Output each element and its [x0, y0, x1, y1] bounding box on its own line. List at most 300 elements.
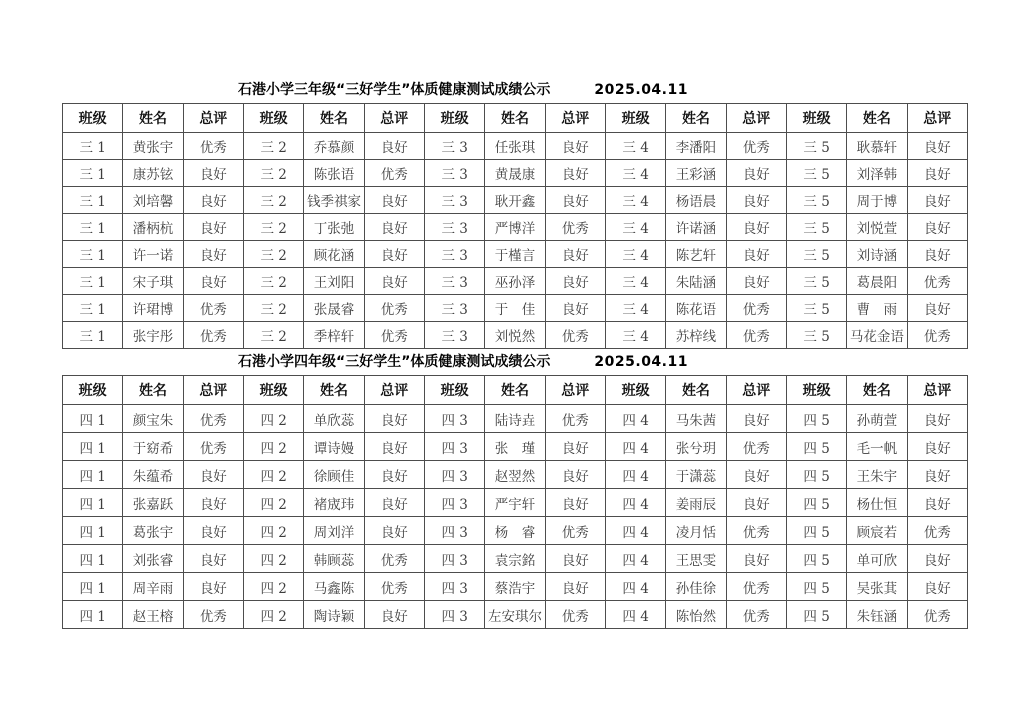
column-header: 班级 — [424, 376, 484, 405]
name-cell: 毛一帆 — [847, 433, 907, 461]
column-header: 班级 — [786, 376, 846, 405]
grade-cell: 优秀 — [726, 295, 786, 322]
grade-cell: 优秀 — [183, 405, 243, 433]
class-cell: 三 5 — [786, 160, 846, 187]
name-cell: 马鑫陈 — [304, 573, 364, 601]
grade4-date: 2025.04.11 — [594, 354, 688, 370]
grade-cell: 良好 — [726, 187, 786, 214]
grade-cell: 优秀 — [364, 160, 424, 187]
column-header: 姓名 — [485, 376, 545, 405]
name-cell: 吴张萁 — [847, 573, 907, 601]
class-cell: 四 1 — [63, 573, 123, 601]
class-cell: 三 3 — [424, 295, 484, 322]
class-cell: 四 2 — [243, 433, 303, 461]
class-cell: 四 2 — [243, 461, 303, 489]
name-cell: 张嘉跃 — [123, 489, 183, 517]
class-cell: 四 3 — [424, 601, 484, 629]
grade-cell: 良好 — [907, 545, 967, 573]
class-cell: 三 2 — [243, 295, 303, 322]
grade-cell: 优秀 — [545, 601, 605, 629]
grade3-section — [62, 82, 968, 349]
name-cell: 孙佳徐 — [666, 573, 726, 601]
class-cell: 三 5 — [786, 268, 846, 295]
class-cell: 四 1 — [63, 489, 123, 517]
table-row — [63, 160, 968, 187]
grade-cell: 良好 — [183, 214, 243, 241]
grade-cell: 良好 — [907, 573, 967, 601]
class-cell: 三 5 — [786, 214, 846, 241]
class-cell: 三 3 — [424, 241, 484, 268]
column-header: 班级 — [424, 104, 484, 133]
column-header: 总评 — [545, 376, 605, 405]
grade-cell: 良好 — [364, 241, 424, 268]
name-cell: 耿慕轩 — [847, 133, 907, 160]
grade-cell: 优秀 — [183, 601, 243, 629]
name-cell: 陶诗颖 — [304, 601, 364, 629]
class-cell: 三 1 — [63, 241, 123, 268]
name-cell: 朱陆涵 — [666, 268, 726, 295]
class-cell: 四 4 — [605, 433, 665, 461]
grade-cell: 优秀 — [364, 322, 424, 349]
class-cell: 四 1 — [63, 601, 123, 629]
grade4-title-row — [62, 354, 968, 370]
grade-cell: 良好 — [183, 489, 243, 517]
class-cell: 三 4 — [605, 295, 665, 322]
column-header: 姓名 — [123, 104, 183, 133]
name-cell: 杨语晨 — [666, 187, 726, 214]
grade4-table-body — [63, 376, 968, 629]
column-header: 班级 — [243, 104, 303, 133]
grade3-table-body — [63, 104, 968, 349]
name-cell: 于槿言 — [485, 241, 545, 268]
grade-cell: 良好 — [364, 489, 424, 517]
class-cell: 三 2 — [243, 187, 303, 214]
grade-cell: 优秀 — [183, 322, 243, 349]
class-cell: 四 5 — [786, 517, 846, 545]
grade-cell: 优秀 — [545, 517, 605, 545]
class-cell: 四 3 — [424, 433, 484, 461]
name-cell: 杨仕恒 — [847, 489, 907, 517]
class-cell: 三 1 — [63, 295, 123, 322]
name-cell: 许一诺 — [123, 241, 183, 268]
grade-cell: 良好 — [183, 517, 243, 545]
name-cell: 丁张弛 — [304, 214, 364, 241]
header-row — [63, 104, 968, 133]
class-cell: 四 5 — [786, 573, 846, 601]
grade-cell: 良好 — [907, 214, 967, 241]
class-cell: 四 5 — [786, 489, 846, 517]
column-header: 总评 — [183, 104, 243, 133]
grade-cell: 优秀 — [726, 433, 786, 461]
grade3-date: 2025.04.11 — [594, 82, 688, 98]
grade-cell: 良好 — [545, 461, 605, 489]
name-cell: 王思雯 — [666, 545, 726, 573]
name-cell: 葛晨阳 — [847, 268, 907, 295]
name-cell: 王朱宇 — [847, 461, 907, 489]
grade-cell: 优秀 — [545, 405, 605, 433]
column-header: 总评 — [907, 104, 967, 133]
column-header: 总评 — [545, 104, 605, 133]
column-header: 班级 — [243, 376, 303, 405]
grade-cell: 良好 — [907, 187, 967, 214]
table-row — [63, 322, 968, 349]
grade-cell: 良好 — [726, 545, 786, 573]
column-header: 姓名 — [666, 104, 726, 133]
table-row — [63, 573, 968, 601]
class-cell: 三 4 — [605, 187, 665, 214]
document-page — [62, 82, 968, 629]
class-cell: 四 3 — [424, 545, 484, 573]
class-cell: 四 2 — [243, 545, 303, 573]
name-cell: 苏梓线 — [666, 322, 726, 349]
name-cell: 严宇轩 — [485, 489, 545, 517]
name-cell: 谭诗嫚 — [304, 433, 364, 461]
column-header: 总评 — [726, 104, 786, 133]
grade-cell: 良好 — [183, 268, 243, 295]
name-cell: 乔慕颜 — [304, 133, 364, 160]
class-cell: 四 3 — [424, 517, 484, 545]
grade-cell: 优秀 — [726, 601, 786, 629]
column-header: 班级 — [63, 376, 123, 405]
name-cell: 葛张宇 — [123, 517, 183, 545]
grade-cell: 优秀 — [907, 268, 967, 295]
name-cell: 黄张宇 — [123, 133, 183, 160]
grade4-results-table — [62, 375, 968, 629]
grade-cell: 良好 — [726, 160, 786, 187]
table-row — [63, 295, 968, 322]
class-cell: 三 5 — [786, 187, 846, 214]
name-cell: 张兮玥 — [666, 433, 726, 461]
column-header: 姓名 — [847, 376, 907, 405]
class-cell: 三 5 — [786, 322, 846, 349]
name-cell: 马朱茜 — [666, 405, 726, 433]
class-cell: 三 2 — [243, 322, 303, 349]
name-cell: 刘张睿 — [123, 545, 183, 573]
name-cell: 曹 雨 — [847, 295, 907, 322]
table-row — [63, 405, 968, 433]
column-header: 总评 — [907, 376, 967, 405]
grade-cell: 良好 — [545, 241, 605, 268]
grade-cell: 优秀 — [726, 573, 786, 601]
name-cell: 于窈希 — [123, 433, 183, 461]
class-cell: 四 3 — [424, 461, 484, 489]
grade-cell: 良好 — [183, 545, 243, 573]
grade-cell: 良好 — [364, 268, 424, 295]
class-cell: 三 4 — [605, 241, 665, 268]
grade-cell: 良好 — [726, 214, 786, 241]
grade-cell: 良好 — [545, 160, 605, 187]
class-cell: 四 2 — [243, 601, 303, 629]
name-cell: 袁宗銘 — [485, 545, 545, 573]
grade-cell: 良好 — [364, 214, 424, 241]
grade-cell: 优秀 — [726, 133, 786, 160]
class-cell: 三 3 — [424, 160, 484, 187]
name-cell: 刘诗涵 — [847, 241, 907, 268]
class-cell: 三 2 — [243, 268, 303, 295]
class-cell: 四 1 — [63, 461, 123, 489]
name-cell: 赵王榕 — [123, 601, 183, 629]
column-header: 班级 — [605, 104, 665, 133]
grade-cell: 良好 — [183, 573, 243, 601]
grade-cell: 良好 — [726, 405, 786, 433]
class-cell: 四 5 — [786, 601, 846, 629]
class-cell: 四 4 — [605, 545, 665, 573]
column-header: 姓名 — [304, 376, 364, 405]
grade-cell: 良好 — [364, 133, 424, 160]
grade-cell: 良好 — [907, 160, 967, 187]
class-cell: 三 2 — [243, 214, 303, 241]
grade-cell: 良好 — [907, 489, 967, 517]
table-row — [63, 433, 968, 461]
column-header: 姓名 — [123, 376, 183, 405]
grade-cell: 良好 — [183, 461, 243, 489]
table-row — [63, 601, 968, 629]
class-cell: 三 4 — [605, 160, 665, 187]
name-cell: 张 瑾 — [485, 433, 545, 461]
class-cell: 四 1 — [63, 545, 123, 573]
column-header: 姓名 — [304, 104, 364, 133]
class-cell: 四 4 — [605, 489, 665, 517]
grade-cell: 良好 — [726, 268, 786, 295]
grade-cell: 良好 — [907, 133, 967, 160]
class-cell: 四 3 — [424, 405, 484, 433]
grade-cell: 优秀 — [183, 433, 243, 461]
name-cell: 顾花涵 — [304, 241, 364, 268]
grade-cell: 优秀 — [183, 133, 243, 160]
grade-cell: 良好 — [545, 268, 605, 295]
column-header: 班级 — [786, 104, 846, 133]
name-cell: 赵翌然 — [485, 461, 545, 489]
table-row — [63, 268, 968, 295]
class-cell: 四 1 — [63, 433, 123, 461]
grade-cell: 良好 — [545, 573, 605, 601]
column-header: 总评 — [364, 104, 424, 133]
grade-cell: 优秀 — [183, 295, 243, 322]
column-header: 总评 — [364, 376, 424, 405]
grade-cell: 良好 — [183, 160, 243, 187]
class-cell: 三 4 — [605, 133, 665, 160]
column-header: 总评 — [726, 376, 786, 405]
table-row — [63, 545, 968, 573]
name-cell: 杨 睿 — [485, 517, 545, 545]
class-cell: 三 2 — [243, 133, 303, 160]
class-cell: 四 5 — [786, 461, 846, 489]
class-cell: 四 1 — [63, 405, 123, 433]
class-cell: 四 4 — [605, 573, 665, 601]
table-row — [63, 241, 968, 268]
grade-cell: 良好 — [726, 489, 786, 517]
name-cell: 李潘阳 — [666, 133, 726, 160]
name-cell: 张宇彤 — [123, 322, 183, 349]
name-cell: 马花金语 — [847, 322, 907, 349]
grade-cell: 良好 — [364, 405, 424, 433]
name-cell: 朱蕴希 — [123, 461, 183, 489]
grade-cell: 良好 — [364, 461, 424, 489]
class-cell: 三 3 — [424, 133, 484, 160]
grade-cell: 良好 — [545, 433, 605, 461]
name-cell: 韩顾蕊 — [304, 545, 364, 573]
class-cell: 四 2 — [243, 405, 303, 433]
grade-cell: 良好 — [907, 295, 967, 322]
name-cell: 陈艺轩 — [666, 241, 726, 268]
class-cell: 四 2 — [243, 517, 303, 545]
name-cell: 康苏铉 — [123, 160, 183, 187]
grade-cell: 良好 — [545, 545, 605, 573]
grade-cell: 优秀 — [545, 214, 605, 241]
name-cell: 许诺涵 — [666, 214, 726, 241]
grade3-results-table — [62, 103, 968, 349]
table-row — [63, 517, 968, 545]
grade3-title: 石港小学三年级“三好学生”体质健康测试成绩公示 — [238, 82, 551, 98]
grade-cell: 良好 — [183, 241, 243, 268]
class-cell: 四 2 — [243, 489, 303, 517]
grade-cell: 优秀 — [907, 601, 967, 629]
name-cell: 许珺博 — [123, 295, 183, 322]
grade4-section — [62, 354, 968, 629]
grade-cell: 良好 — [907, 461, 967, 489]
column-header: 班级 — [605, 376, 665, 405]
column-header: 姓名 — [666, 376, 726, 405]
name-cell: 姜雨辰 — [666, 489, 726, 517]
column-header: 姓名 — [485, 104, 545, 133]
class-cell: 四 4 — [605, 601, 665, 629]
class-cell: 三 4 — [605, 268, 665, 295]
name-cell: 褚宬玮 — [304, 489, 364, 517]
table-row — [63, 489, 968, 517]
class-cell: 四 1 — [63, 517, 123, 545]
name-cell: 张晟睿 — [304, 295, 364, 322]
class-cell: 三 4 — [605, 214, 665, 241]
class-cell: 三 3 — [424, 187, 484, 214]
name-cell: 季梓轩 — [304, 322, 364, 349]
grade-cell: 良好 — [364, 601, 424, 629]
class-cell: 三 5 — [786, 133, 846, 160]
class-cell: 四 2 — [243, 573, 303, 601]
name-cell: 于 佳 — [485, 295, 545, 322]
name-cell: 单欣蕊 — [304, 405, 364, 433]
grade-cell: 优秀 — [364, 573, 424, 601]
grade-cell: 良好 — [183, 187, 243, 214]
class-cell: 三 1 — [63, 322, 123, 349]
name-cell: 于潇蕊 — [666, 461, 726, 489]
grade-cell: 优秀 — [726, 517, 786, 545]
grade3-title-row — [62, 82, 968, 98]
class-cell: 三 5 — [786, 295, 846, 322]
name-cell: 刘泽韩 — [847, 160, 907, 187]
class-cell: 四 5 — [786, 545, 846, 573]
grade-cell: 良好 — [545, 187, 605, 214]
name-cell: 周于博 — [847, 187, 907, 214]
grade-cell: 优秀 — [907, 322, 967, 349]
grade-cell: 优秀 — [726, 322, 786, 349]
name-cell: 蔡浩宇 — [485, 573, 545, 601]
name-cell: 周刘洋 — [304, 517, 364, 545]
class-cell: 三 5 — [786, 241, 846, 268]
name-cell: 潘柄杭 — [123, 214, 183, 241]
name-cell: 单可欣 — [847, 545, 907, 573]
name-cell: 黄晟康 — [485, 160, 545, 187]
name-cell: 刘悦然 — [485, 322, 545, 349]
name-cell: 孙萌萱 — [847, 405, 907, 433]
class-cell: 三 3 — [424, 214, 484, 241]
name-cell: 顾宸若 — [847, 517, 907, 545]
class-cell: 三 3 — [424, 322, 484, 349]
grade-cell: 良好 — [726, 241, 786, 268]
class-cell: 四 3 — [424, 489, 484, 517]
name-cell: 陈怡然 — [666, 601, 726, 629]
column-header: 总评 — [183, 376, 243, 405]
class-cell: 三 2 — [243, 241, 303, 268]
name-cell: 陈花语 — [666, 295, 726, 322]
grade4-title: 石港小学四年级“三好学生”体质健康测试成绩公示 — [238, 354, 551, 370]
table-row — [63, 214, 968, 241]
table-row — [63, 133, 968, 160]
name-cell: 刘悦萱 — [847, 214, 907, 241]
name-cell: 徐顾佳 — [304, 461, 364, 489]
name-cell: 钱季祺家 — [304, 187, 364, 214]
name-cell: 陆诗垚 — [485, 405, 545, 433]
class-cell: 三 4 — [605, 322, 665, 349]
grade-cell: 良好 — [364, 517, 424, 545]
name-cell: 巫孙泽 — [485, 268, 545, 295]
class-cell: 四 4 — [605, 405, 665, 433]
grade-cell: 良好 — [726, 461, 786, 489]
name-cell: 严博洋 — [485, 214, 545, 241]
grade-cell: 良好 — [545, 489, 605, 517]
name-cell: 刘培馨 — [123, 187, 183, 214]
grade-cell: 优秀 — [907, 517, 967, 545]
name-cell: 王刘阳 — [304, 268, 364, 295]
grade-cell: 良好 — [364, 187, 424, 214]
name-cell: 王彩涵 — [666, 160, 726, 187]
table-row — [63, 461, 968, 489]
name-cell: 朱钰涵 — [847, 601, 907, 629]
class-cell: 三 2 — [243, 160, 303, 187]
grade-cell: 良好 — [545, 295, 605, 322]
grade-cell: 良好 — [364, 433, 424, 461]
grade-cell: 优秀 — [364, 295, 424, 322]
grade-cell: 优秀 — [545, 322, 605, 349]
header-row — [63, 376, 968, 405]
name-cell: 左安琪尔 — [485, 601, 545, 629]
class-cell: 四 5 — [786, 433, 846, 461]
name-cell: 陈张语 — [304, 160, 364, 187]
grade-cell: 良好 — [545, 133, 605, 160]
grade-cell: 良好 — [907, 405, 967, 433]
class-cell: 四 3 — [424, 573, 484, 601]
class-cell: 三 1 — [63, 133, 123, 160]
class-cell: 三 1 — [63, 187, 123, 214]
name-cell: 耿开鑫 — [485, 187, 545, 214]
grade-cell: 良好 — [907, 241, 967, 268]
column-header: 班级 — [63, 104, 123, 133]
name-cell: 凌月恬 — [666, 517, 726, 545]
class-cell: 三 3 — [424, 268, 484, 295]
class-cell: 四 4 — [605, 461, 665, 489]
name-cell: 任张琪 — [485, 133, 545, 160]
class-cell: 三 1 — [63, 160, 123, 187]
column-header: 姓名 — [847, 104, 907, 133]
class-cell: 四 5 — [786, 405, 846, 433]
name-cell: 颜宝朱 — [123, 405, 183, 433]
class-cell: 四 4 — [605, 517, 665, 545]
class-cell: 三 1 — [63, 214, 123, 241]
name-cell: 周辛雨 — [123, 573, 183, 601]
table-row — [63, 187, 968, 214]
name-cell: 宋子琪 — [123, 268, 183, 295]
class-cell: 三 1 — [63, 268, 123, 295]
grade-cell: 良好 — [907, 433, 967, 461]
